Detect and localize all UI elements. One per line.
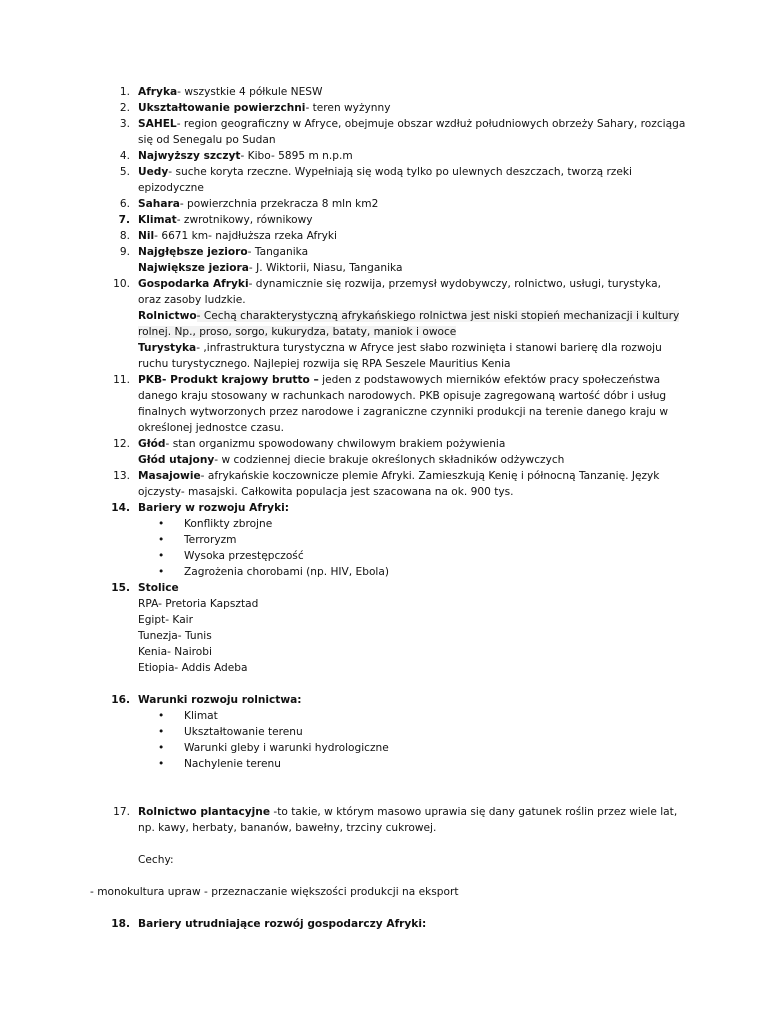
item-text: - 6671 km- najdłuższa rzeka Afryki xyxy=(154,230,337,242)
item-number: 5. xyxy=(119,166,130,178)
list-item-12 xyxy=(0,436,768,468)
item-number: 8. xyxy=(119,230,130,242)
spacer xyxy=(0,900,768,916)
item-text: - powierzchnia przekracza 8 mln km2 xyxy=(179,198,379,210)
item-term: Nil xyxy=(138,230,155,242)
list-item-9 xyxy=(0,244,768,276)
item-text: - J. Wiktorii, Niasu, Tanganika xyxy=(248,262,403,274)
item-number: 14. xyxy=(111,502,130,514)
item-term: Rolnictwo xyxy=(138,310,197,322)
item-text: jeden z podstawowych mierników efektów pracy społeczeństwa danego kraju stosowany w rachunkach narodowych. PKB opisuje zagregowaną wartość dóbr i usług finalnych wytworzonych przez narodowe i zagraniczne czynniki produkcji na terenie danego kraju w określonej jednostce czasu. xyxy=(138,374,669,434)
item-term: Najwyższy szczyt xyxy=(138,150,241,162)
item-term: Gospodarka Afryki xyxy=(138,278,249,290)
cechy-label: Cechy: xyxy=(138,854,174,866)
item-number: 1. xyxy=(119,86,130,98)
list-item-4 xyxy=(0,148,768,164)
bullet-item: • Klimat xyxy=(138,708,768,724)
item-line xyxy=(138,244,686,260)
item-number: 11. xyxy=(113,374,130,386)
item-term: Klimat xyxy=(138,214,177,226)
item-term: Turystyka xyxy=(138,342,197,354)
bullet-item: • Ukształtowanie terenu xyxy=(138,724,768,740)
cechy-features: - monokultura upraw - przeznaczanie większości produkcji na eksport xyxy=(90,886,459,898)
item-term: Bariery utrudniające rozwój gospodarczy Afryki: xyxy=(138,918,427,930)
list-item-2 xyxy=(0,100,768,116)
item-number: 6. xyxy=(119,198,130,210)
item-text: - region geograficzny w Afryce, obejmuje obszar wzdłuż południowych obrzeży Sahary, rozciąga się od Senegalu po Sudan xyxy=(138,118,686,146)
item-number: 13. xyxy=(113,470,130,482)
item-term: Ukształtowanie powierzchni xyxy=(138,102,306,114)
item-number: 7. xyxy=(118,214,130,226)
item-number: 9. xyxy=(119,246,130,258)
bullet-item: • Warunki gleby i warunki hydrologiczne xyxy=(138,740,768,756)
item-text: - ,infrastruktura turystyczna w Afryce jest słabo rozwinięta i stanowi barierę dla rozwoju ruchu turystycznego. Najlepiej rozwija się RPA Seszele Mauritius Kenia xyxy=(138,342,662,370)
bullet-item: • Terroryzm xyxy=(138,532,768,548)
item-term: Rolnictwo plantacyjne xyxy=(138,806,270,818)
list-item-13 xyxy=(0,468,768,500)
item-term: Stolice xyxy=(138,582,179,594)
bullet-item: • Konflikty zbrojne xyxy=(138,516,768,532)
item-term: Sahara xyxy=(138,198,180,210)
spacer xyxy=(0,868,768,884)
item-term: PKB- Produkt krajowy brutto – xyxy=(138,374,319,386)
item-number: 2. xyxy=(119,102,130,114)
spacer xyxy=(0,772,768,804)
item-number: 17. xyxy=(113,806,130,818)
item-text: - Kibo- 5895 m n.p.m xyxy=(240,150,353,162)
list-item-6 xyxy=(0,196,768,212)
item-term: Najgłębsze jezioro xyxy=(138,246,248,258)
item-line xyxy=(138,308,686,340)
item-text: - Cechą charakterystyczną afrykańskiego rolnictwa jest niski stopień mechanizacji i kultury rolnej. Np., proso, sorgo, kukurydza, bataty, maniok i owoce xyxy=(138,310,680,338)
capital-line: Kenia- Nairobi xyxy=(138,646,212,658)
capital-line: RPA- Pretoria Kapsztad xyxy=(138,598,259,610)
item-term: Bariery w rozwoju Afryki: xyxy=(138,502,290,514)
item-number: 4. xyxy=(119,150,130,162)
list-item-11 xyxy=(0,372,768,436)
capital-line: Tunezja- Tunis xyxy=(138,630,212,642)
document-page xyxy=(0,84,768,932)
item-term: SAHEL xyxy=(138,118,177,130)
item-text: - dynamicznie się rozwija, przemysł wydobywczy, rolnictwo, usługi, turystyka, oraz zasoby ludzkie. xyxy=(138,278,661,306)
item-number: 15. xyxy=(111,582,130,594)
list-item-15 xyxy=(0,580,768,676)
item-text: - Tanganika xyxy=(247,246,309,258)
list-item-18 xyxy=(0,916,768,932)
list-item-5 xyxy=(0,164,768,196)
item-number: 3. xyxy=(119,118,130,130)
bullet-item: • Zagrożenia chorobami (np. HIV, Ebola) xyxy=(138,564,768,580)
list-item-8 xyxy=(0,228,768,244)
item-line xyxy=(138,340,686,372)
item-text: - afrykańskie koczownicze plemie Afryki. Zamieszkują Kenię i północną Tanzanię. Język ojczysty- masajski. Całkowita populacja jest szacowana na ok. 900 tys. xyxy=(138,470,660,498)
item-text: - w codziennej diecie brakuje określonych składników odżywczych xyxy=(214,454,565,466)
item-line xyxy=(138,452,686,468)
item-number: 16. xyxy=(111,694,130,706)
item-number: 12. xyxy=(113,438,130,450)
item-text: - zwrotnikowy, równikowy xyxy=(176,214,313,226)
item-text: - stan organizmu spowodowany chwilowym brakiem pożywienia xyxy=(165,438,506,450)
item-number: 10. xyxy=(113,278,130,290)
item-term: Masajowie xyxy=(138,470,201,482)
item-line xyxy=(138,436,686,452)
item-term: Afryka xyxy=(138,86,178,98)
bullet-list-agriculture xyxy=(0,708,768,772)
bullet-list-barriers xyxy=(0,516,768,580)
item-text: -to takie, w którym masowo uprawia się dany gatunek roślin przez wiele lat, np. kawy, herbaty, bananów, bawełny, trzciny cukrowej. xyxy=(138,806,678,834)
spacer xyxy=(0,676,768,692)
item-term: Głód xyxy=(138,438,166,450)
item-term: Głód utajony xyxy=(138,454,215,466)
list-item-10 xyxy=(0,276,768,372)
item-term: Największe jeziora xyxy=(138,262,249,274)
capital-line: Egipt- Kair xyxy=(138,614,193,626)
item-text: - teren wyżynny xyxy=(305,102,391,114)
item-line xyxy=(138,276,686,308)
list-item-1 xyxy=(0,84,768,100)
item-term: Uedy xyxy=(138,166,169,178)
item-number: 18. xyxy=(111,918,130,930)
list-item-7 xyxy=(0,212,768,228)
list-item-3 xyxy=(0,116,768,148)
item-text: - wszystkie 4 półkule NESW xyxy=(177,86,323,98)
item-term: Warunki rozwoju rolnictwa: xyxy=(138,694,302,706)
list-item-14 xyxy=(0,500,768,516)
bullet-item: • Wysoka przestępczość xyxy=(138,548,768,564)
item-line xyxy=(138,260,686,276)
item-text: - suche koryta rzeczne. Wypełniają się wodą tylko po ulewnych deszczach, tworzą rzeki epizodyczne xyxy=(138,166,632,194)
capital-line: Etiopia- Addis Adeba xyxy=(138,662,248,674)
spacer xyxy=(0,836,768,852)
list-item-16 xyxy=(0,692,768,708)
list-item-17 xyxy=(0,804,768,836)
bullet-item: • Nachylenie terenu xyxy=(138,756,768,772)
